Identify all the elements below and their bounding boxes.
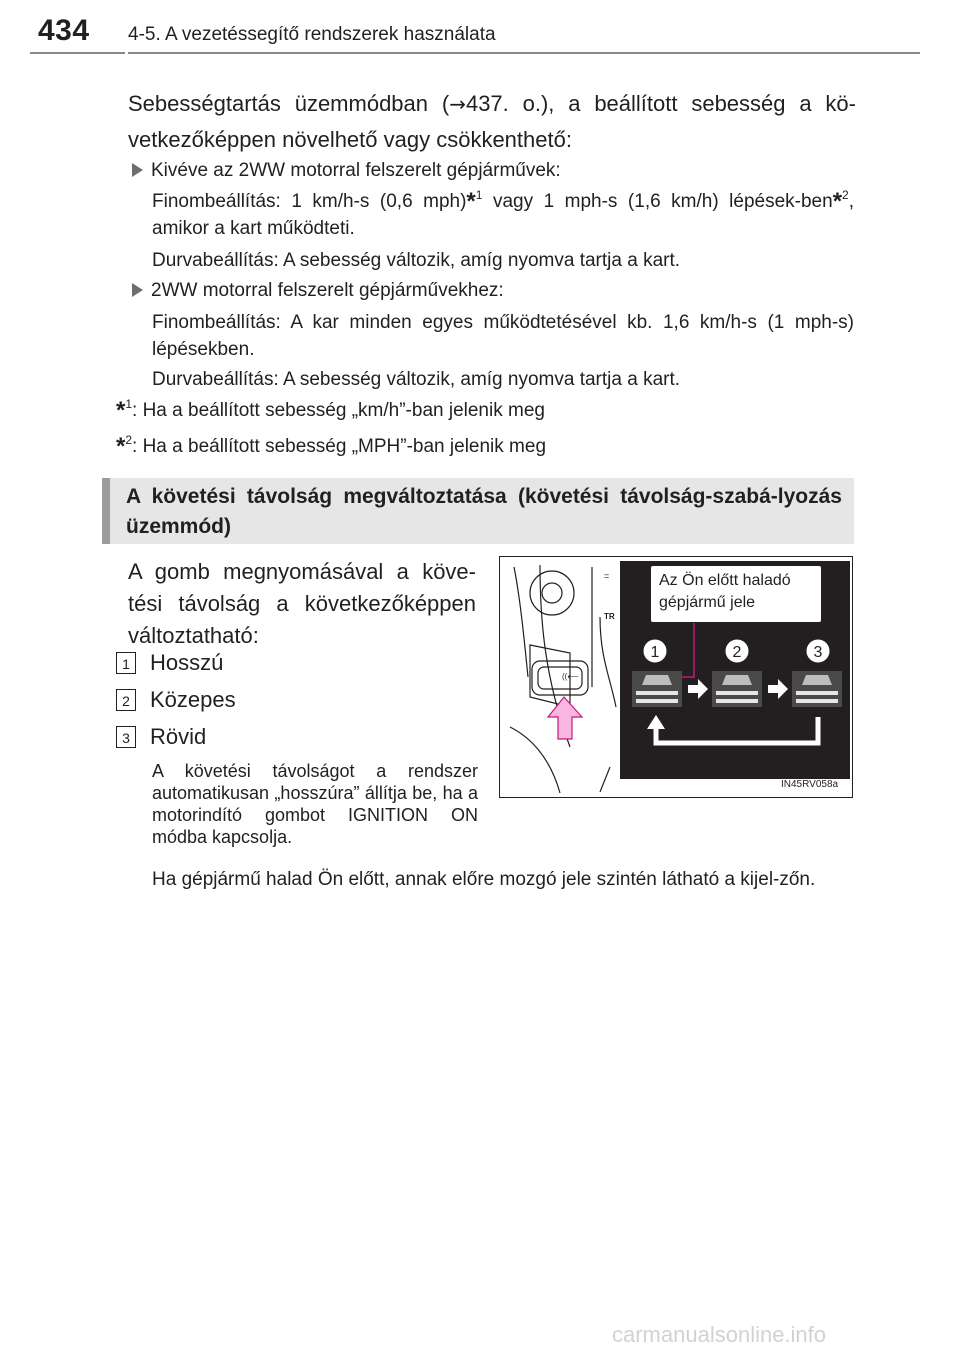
control-dial: [530, 571, 574, 615]
car-distance-icon: ((⟵: [562, 672, 579, 681]
number-marker: 1: [116, 652, 136, 674]
distance-button: [532, 661, 588, 695]
list-item: 2 Közepes: [116, 686, 236, 714]
fine-adjustment-2: Finombeállítás: A kar minden egyes működtetésével kb. 1,6 km/h-s (1 mph-s) lépésekben.: [152, 312, 854, 360]
distance-display-long: [632, 671, 682, 707]
number-marker: 2: [116, 689, 136, 711]
list-item: 3 Rövid: [116, 723, 206, 751]
fine-adjustment-1: Finombeállítás: 1 km/h-s (0,6 mph)*$^1$ vagy 1 mph-s (1,6 km/h) lépések-ben*$^2$, amikor a kart működteti.: [152, 188, 854, 239]
section-title: 4-5. A vezetéssegítő rendszerek használata: [128, 24, 496, 45]
number-marker: 3: [116, 726, 136, 748]
bullet-2ww: 2WW motorral felszerelt gépjárművekhez:: [132, 278, 504, 304]
equals-icon: =: [604, 571, 610, 581]
default-distance-note: A követési távolságot a rendszer automatikusan „hosszúra” állítja be, ha a motorindító gombot IGNITION ON módba kapcsolja.: [152, 761, 478, 847]
watermark: carmanualsonline.info: [612, 1322, 827, 1347]
arrow-right-icon: →: [449, 92, 466, 116]
vehicle-ahead-callout: Az Ön előtt haladó gépjármű jele: [651, 566, 821, 622]
marker-2-label: 2: [732, 644, 742, 661]
intro-paragraph: Sebességtartás üzemmódban (→437. o.), a beállított sebesség a kö-vetkezőképpen növelhető vagy csökkenthető:: [128, 91, 856, 152]
body-text: A gomb megnyomásával a köve-tési távolság a következőképpen változtatható:: [128, 559, 476, 648]
section-heading: [102, 478, 854, 544]
marker-3-label: 3: [813, 644, 823, 661]
heading-accent-bar: [102, 478, 110, 544]
header-divider-left: [30, 52, 125, 54]
coarse-adjustment-2: Durvabeállítás: A sebesség változik, amíg nyomva tartja a kart.: [152, 369, 681, 390]
triangle-bullet-icon: [132, 283, 143, 297]
figure-code: IN45RV058a: [781, 779, 839, 790]
dial-center: [542, 583, 562, 603]
page-number: 434: [38, 14, 90, 47]
coarse-adjustment-1: Durvabeállítás: A sebesség változik, amíg nyomva tartja a kart.: [152, 250, 681, 271]
triangle-bullet-icon: [132, 163, 143, 177]
footnote-1: *$^1$: Ha a beállított sebesség „km/h”-ban jelenik meg: [116, 397, 545, 424]
distance-display-short: [792, 671, 842, 707]
bullet-non-2ww: Kivéve az 2WW motorral felszerelt gépjárművek:: [132, 158, 561, 184]
tr-label: TR: [604, 612, 615, 621]
footnote-2: *$^2$: Ha a beállított sebesség „MPH”-ban jelenik meg: [116, 433, 547, 460]
wheel-outline: [514, 567, 528, 677]
distance-display-middle: [712, 671, 762, 707]
marker-1-label: 1: [650, 644, 660, 661]
header-divider: [128, 52, 920, 54]
list-item: 1 Hosszú: [116, 649, 223, 677]
vehicle-ahead-note: Ha gépjármű halad Ön előtt, annak előre mozgó jele szintén látható a kijel-zőn.: [152, 869, 816, 890]
section-heading-text: A követési távolság megváltoztatása (követési távolság-szabá-lyozás üzemmód): [126, 485, 842, 538]
